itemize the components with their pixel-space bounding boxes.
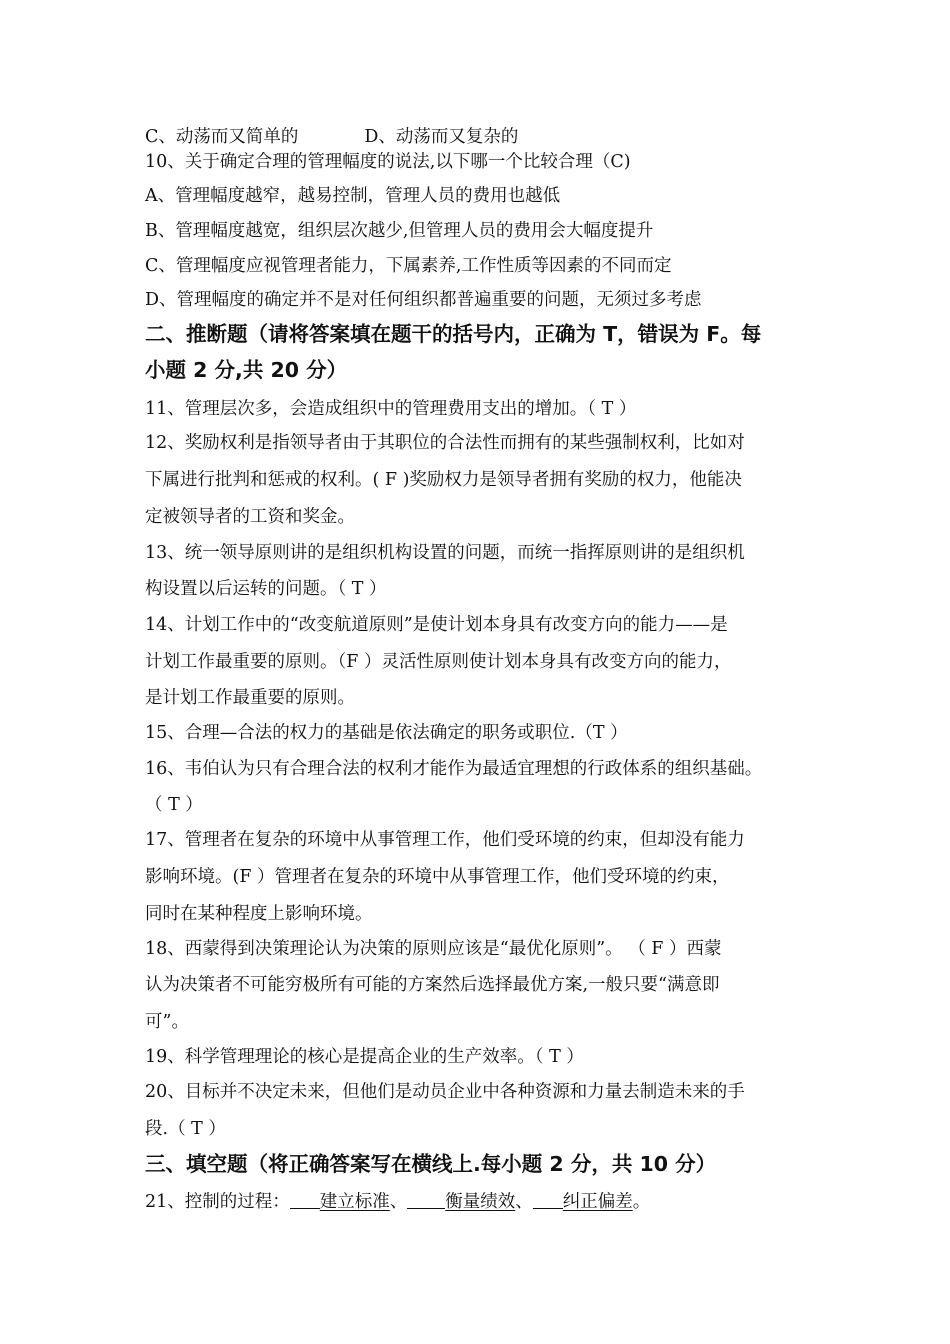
blank-underline [407, 1194, 445, 1209]
q17-line2: 影响环境。(F ）管理者在复杂的环境中从事管理工作，他们受环境的约束， [145, 867, 730, 887]
q20-line1: 20、目标并不决定未来，但他们是动员企业中各种资源和力量去制造未来的手 [145, 1082, 745, 1102]
section2-heading-line1: 二、推断题（请将答案填在题干的括号内，正确为 T，错误为 F。每 [145, 322, 762, 346]
q13-line2: 构设置以后运转的问题。（ T ） [145, 579, 387, 599]
q11-line1: 11、管理层次多，会造成组织中的管理费用支出的增加。（ T ） [145, 399, 637, 419]
terminal-period: 。 [632, 1192, 651, 1212]
q21-line [145, 1191, 650, 1213]
q21-blank-2: 衡量绩效 [445, 1192, 516, 1212]
q16-line1: 16、韦伯认为只有合理合法的权利才能作为最适宜理想的行政体系的组织基础。 [145, 759, 763, 779]
q18-line1: 18、西蒙得到决策理论认为决策的原则应该是“最优化原则”。 （ F ）西蒙 [145, 939, 722, 959]
q20-line2: 段.（ T ） [145, 1119, 226, 1139]
q10-option-b: B、管理幅度越宽，组织层次越少,但管理人员的费用会大幅度提升 [145, 221, 654, 241]
q13-line1: 13、统一领导原则讲的是组织机构设置的问题，而统一指挥原则讲的是组织机 [145, 543, 745, 563]
q10-stem: 10、关于确定合理的管理幅度的说法,以下哪一个比较合理（C) [145, 152, 631, 172]
q9-options-cd [145, 126, 518, 148]
q21-blank-3: 纠正偏差 [562, 1192, 633, 1212]
q10-option-a: A、管理幅度越窄，越易控制，管理人员的费用也越低 [145, 186, 561, 206]
q10-option-c: C、管理幅度应视管理者能力，下属素养,工作性质等因素的不同而定 [145, 256, 672, 276]
q15-line1: 15、合理—合法的权力的基础是依法确定的职务或职位.（T ） [145, 723, 628, 743]
option-d: D、动荡而又复杂的 [364, 127, 519, 147]
q10-option-d: D、管理幅度的确定并不是对任何组织都普遍重要的问题，无须过多考虑 [145, 290, 702, 310]
q12-line1: 12、奖励权利是指领导者由于其职位的合法性而拥有的某些强制权利，比如对 [145, 433, 745, 453]
q14-line1: 14、计划工作中的“改变航道原则”是使计划本身具有改变方向的能力——是 [145, 615, 728, 635]
q17-line1: 17、管理者在复杂的环境中从事管理工作，他们受环境的约束，但却没有能力 [145, 830, 745, 850]
q18-line3: 可”。 [145, 1012, 189, 1032]
separator: 、 [389, 1192, 408, 1212]
blank-underline [290, 1194, 320, 1209]
q14-line3: 是计划工作最重要的原则。 [145, 688, 355, 708]
q12-line2: 下属进行批判和惩戒的权利。( F )奖励权力是领导者拥有奖励的权力，他能决 [145, 470, 742, 490]
q14-line2: 计划工作最重要的原则。（F ）灵活性原则使计划本身具有改变方向的能力， [145, 652, 732, 672]
q18-line2: 认为决策者不可能穷极所有可能的方案然后选择最优方案,一般只要“满意即 [145, 975, 720, 995]
q19-line1: 19、科学管理理论的核心是提高企业的生产效率。（ T ） [145, 1047, 584, 1067]
option-c: C、动荡而又简单的 [145, 127, 299, 147]
q21-blank-1: 建立标准 [319, 1192, 390, 1212]
q17-line3: 同时在某种程度上影响环境。 [145, 904, 373, 924]
section3-heading: 三、填空题（将正确答案写在横线上.每小题 2 分，共 10 分） [145, 1152, 717, 1176]
separator: 、 [515, 1192, 533, 1212]
q21-prefix: 21、控制的过程： [145, 1192, 290, 1212]
section2-heading-line2: 小题 2 分,共 20 分） [145, 358, 348, 382]
q16-line2: （ T ） [145, 795, 203, 815]
q12-line3: 定被领导者的工资和奖金。 [145, 507, 355, 527]
blank-underline [533, 1194, 563, 1209]
